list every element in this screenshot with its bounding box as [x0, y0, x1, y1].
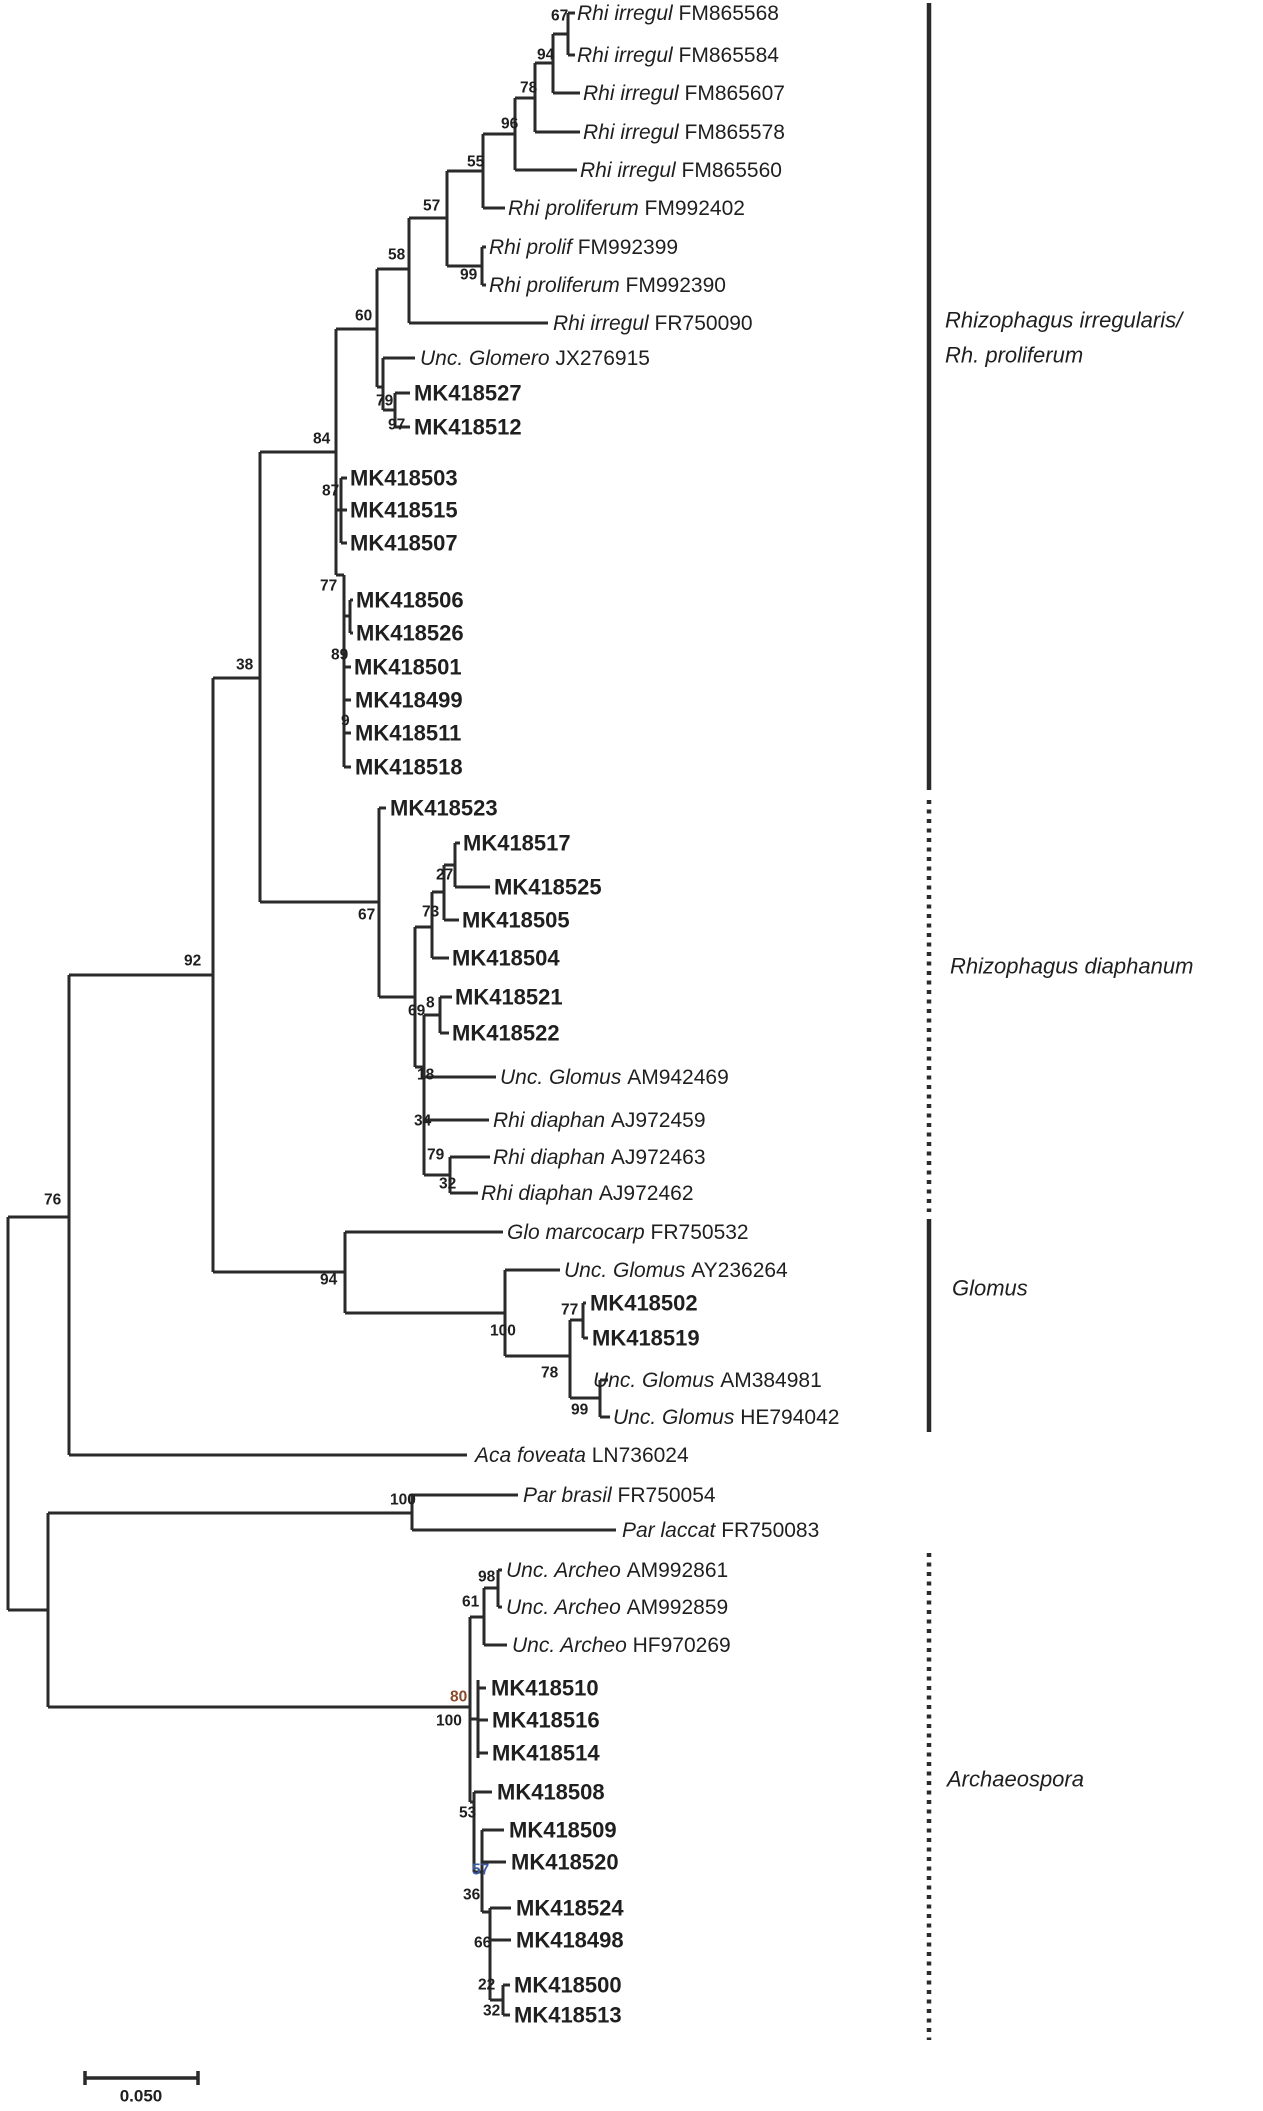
taxon-label: MK418527	[414, 380, 522, 406]
bootstrap-value: 27	[436, 866, 454, 884]
taxon-label: Unc. Archeo HF970269	[512, 1633, 731, 1657]
taxon-label: MK418520	[511, 1849, 619, 1875]
bootstrap-value: 18	[417, 1066, 435, 1084]
bootstrap-value: 67	[551, 7, 569, 25]
taxon-label: Rhi irregul FM865578	[583, 120, 785, 144]
bootstrap-value: 9	[341, 712, 350, 730]
taxon-label: MK418504	[452, 945, 560, 971]
taxon-label: MK418515	[350, 497, 458, 523]
bootstrap-value: 58	[388, 246, 406, 264]
taxon-label: Unc. Glomus HE794042	[613, 1405, 840, 1429]
group-bars-layer	[929, 3, 1193, 2040]
bootstrap-value: 60	[355, 307, 373, 325]
taxon-label: Rhi diaphan AJ972459	[493, 1108, 706, 1132]
taxon-label: MK418502	[590, 1290, 698, 1316]
bootstrap-value: 78	[520, 79, 538, 97]
bootstrap-value: 94	[537, 46, 555, 64]
taxon-label: Rhi prolif FM992399	[489, 235, 679, 259]
taxon-label: MK418518	[355, 754, 463, 780]
group-label: Rhizophagus diaphanum	[950, 953, 1194, 979]
taxon-label: Unc. Archeo AM992861	[506, 1558, 729, 1582]
bootstrap-value: 57	[423, 197, 441, 215]
bootstrap-value: 66	[474, 1934, 492, 1952]
taxon-label: Unc. Glomus AM942469	[500, 1065, 729, 1089]
taxon-label: MK418510	[491, 1675, 599, 1701]
bootstrap-value: 76	[44, 1191, 62, 1209]
taxon-label: Rhi irregul FM865607	[583, 81, 785, 105]
bootstrap-value: 38	[236, 656, 254, 674]
taxon-label: Par brasil FR750054	[523, 1483, 716, 1507]
bootstrap-value: 36	[463, 1886, 481, 1904]
bootstrap-value: 79	[376, 392, 394, 410]
taxon-label: Aca foveata LN736024	[475, 1443, 689, 1467]
scale-bar-label: 0.050	[119, 2086, 163, 2106]
bootstrap-value: 94	[320, 1271, 338, 1289]
taxon-label: MK418513	[514, 2002, 622, 2028]
bootstrap-value: 57	[472, 1861, 490, 1879]
taxon-label: MK418498	[516, 1927, 624, 1953]
taxon-label: MK418521	[455, 984, 563, 1010]
tree-text-layer	[44, 2, 839, 2028]
taxon-label: Unc. Archeo AM992859	[506, 1595, 729, 1619]
bootstrap-value: 80	[450, 1688, 468, 1706]
taxon-label: MK418517	[463, 830, 571, 856]
taxon-label: MK418516	[492, 1707, 600, 1733]
taxon-label: MK418503	[350, 465, 458, 491]
bootstrap-value: 32	[483, 2002, 501, 2020]
bootstrap-value: 32	[439, 1175, 457, 1193]
taxon-label: MK418509	[509, 1817, 617, 1843]
taxon-label: MK418512	[414, 414, 522, 440]
taxon-label: Par laccat FR750083	[622, 1518, 820, 1542]
bootstrap-value: 100	[436, 1712, 462, 1730]
taxon-label: Unc. Glomus AM384981	[593, 1368, 822, 1392]
taxon-label: MK418525	[494, 874, 602, 900]
bootstrap-value: 34	[414, 1112, 432, 1130]
bootstrap-value: 78	[541, 1364, 559, 1382]
group-label: Archaeospora	[947, 1766, 1084, 1792]
taxon-label: MK418519	[592, 1325, 700, 1351]
taxon-label: Rhi proliferum FM992402	[508, 196, 745, 220]
taxon-label: MK418506	[356, 587, 464, 613]
taxon-label: Rhi diaphan AJ972463	[493, 1145, 706, 1169]
bootstrap-value: 84	[313, 430, 331, 448]
bootstrap-value: 77	[561, 1301, 579, 1319]
taxon-label: MK418501	[354, 654, 462, 680]
bootstrap-value: 77	[320, 577, 338, 595]
group-label: Glomus	[952, 1275, 1028, 1301]
bootstrap-value: 97	[388, 416, 406, 434]
taxon-label: Rhi irregul FM865584	[577, 43, 779, 67]
bootstrap-value: 55	[467, 153, 485, 171]
taxon-label: MK418511	[355, 720, 462, 746]
taxon-label: MK418523	[390, 795, 498, 821]
bootstrap-value: 22	[478, 1976, 496, 1994]
taxon-label: MK418499	[355, 687, 463, 713]
taxon-label: Rhi diaphan AJ972462	[481, 1181, 694, 1205]
taxon-label: MK418526	[356, 620, 464, 646]
group-label: Rhizophagus irregularis/	[945, 307, 1183, 333]
scale-bar-layer	[85, 2071, 198, 2106]
bootstrap-value: 61	[462, 1593, 480, 1611]
bootstrap-value: 96	[501, 115, 519, 133]
bootstrap-value: 89	[331, 646, 349, 664]
taxon-label: Glo marcocarp FR750532	[507, 1220, 749, 1244]
taxon-label: Rhi proliferum FM992390	[489, 273, 726, 297]
bootstrap-value: 98	[478, 1568, 496, 1586]
bootstrap-value: 100	[490, 1322, 516, 1340]
bootstrap-value: 8	[426, 994, 435, 1012]
taxon-label: Rhi irregul FM865568	[577, 1, 779, 25]
bootstrap-value: 67	[358, 906, 376, 924]
bootstrap-value: 79	[427, 1146, 445, 1164]
bootstrap-value: 69	[408, 1002, 426, 1020]
taxon-label: Rhi irregul FR750090	[553, 311, 753, 335]
taxon-label: Unc. Glomero JX276915	[420, 346, 650, 370]
taxon-label: MK418514	[492, 1740, 600, 1766]
bootstrap-value: 87	[322, 482, 340, 500]
taxon-label: MK418508	[497, 1779, 605, 1805]
taxon-label: MK418522	[452, 1020, 560, 1046]
bootstrap-value: 73	[422, 903, 440, 921]
bootstrap-value: 100	[390, 1491, 416, 1509]
bootstrap-value: 99	[460, 266, 478, 284]
taxon-label: Rhi irregul FM865560	[580, 158, 782, 182]
bootstrap-value: 99	[571, 1401, 589, 1419]
taxon-label: MK418500	[514, 1972, 622, 1998]
taxon-label: MK418505	[462, 907, 570, 933]
group-label: Rh. proliferum	[945, 342, 1084, 368]
taxon-label: Unc. Glomus AY236264	[564, 1258, 788, 1282]
bootstrap-value: 53	[459, 1804, 477, 1822]
bootstrap-value: 92	[184, 952, 202, 970]
taxon-label: MK418507	[350, 530, 458, 556]
taxon-label: MK418524	[516, 1895, 624, 1921]
